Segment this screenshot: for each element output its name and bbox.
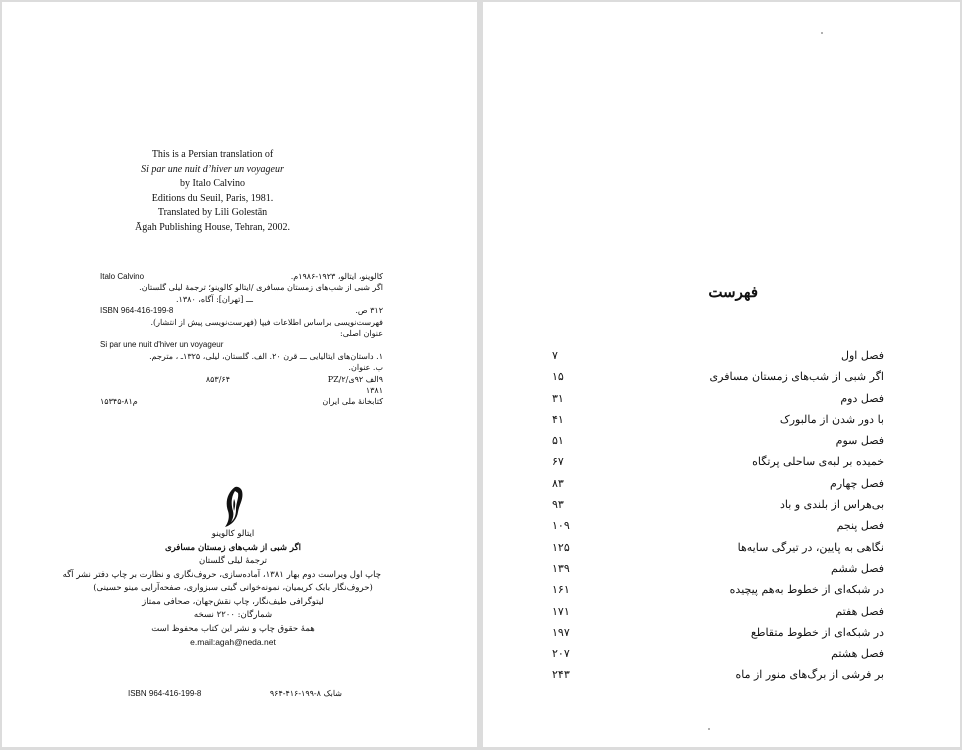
toc-entry-title: بی‌هراس از بلندی و باد — [780, 498, 884, 512]
pub-rights: همهٔ حقوق چاپ و نشر این کتاب محفوظ است — [151, 623, 315, 634]
toc-row — [552, 370, 884, 391]
english-credit-block — [80, 148, 345, 235]
toc-row — [552, 562, 884, 583]
cip-line: ۱۳۸۱ — [365, 385, 383, 395]
toc-entry-title: اگر شبی از شب‌های زمستان مسافری — [709, 370, 884, 384]
toc-entry-title: فصل ششم — [831, 561, 884, 575]
toc-entry-page: ۱۵ — [552, 370, 564, 384]
credit-original-title: Si par une nuit d’hiver un voyageur — [141, 163, 284, 175]
pub-copies: شمارگان: ۲۲۰۰ نسخه — [193, 610, 273, 620]
cip-line: ـــ [تهران]: آگاه، ۱۳۸۰. — [176, 294, 253, 304]
toc-row — [552, 626, 884, 647]
toc-row — [552, 583, 884, 604]
toc-entry-page: ۱۷۱ — [552, 604, 570, 618]
credit-line: by Italo Calvino — [180, 178, 245, 189]
toc-entry-title: بر فرشی از برگ‌های منور از ماه — [735, 668, 884, 682]
pub-title: اگر شبی از شب‌های زمستان مسافری — [164, 542, 302, 553]
cip-line: ۹الف ۹۲ی/۲/PZ — [327, 374, 383, 384]
toc-entry-title: فصل چهارم — [830, 476, 884, 490]
toc-row — [552, 498, 884, 519]
cip-biblio-number: م۸۱-۱۵۳۴۵ — [100, 397, 138, 407]
cip-dewey: ۸۵۳/۶۴ — [205, 374, 230, 384]
toc-row — [552, 455, 884, 476]
toc-entry-title: نگاهی به پایین، در تیرگی سایه‌ها — [737, 540, 884, 554]
cip-line: ب. عنوان. — [348, 363, 383, 373]
pub-print: لیتوگرافی طیف‌نگار، چاپ نقش‌جهان، صحافی ممتاز — [142, 596, 324, 607]
isbn-persian: شابک ۸-۱۹۹-۴۱۶-۹۶۴ — [269, 689, 342, 698]
toc-row — [552, 605, 884, 626]
cataloging-block — [100, 271, 383, 408]
cip-line: کالوینو، ایتالو، ۱۹۲۳-۱۹۸۶م. — [290, 272, 383, 281]
cip-line: عنوان اصلی: — [340, 328, 383, 338]
toc-entry-page: ۸۳ — [552, 476, 564, 490]
toc-entry-title: خمیده بر لبه‌ی ساحلی پرتگاه — [752, 455, 884, 469]
toc-row — [552, 413, 884, 434]
toc-row — [552, 647, 884, 668]
toc-row — [552, 349, 884, 370]
pub-staff: (حروف‌نگار بابک کریمیان، نمونه‌خوانی گیتی سبزواری، صفحه‌آرایی مینو حسینی) — [93, 583, 373, 593]
toc-entry-page: ۱۳۹ — [552, 561, 570, 575]
cip-line: ۳۱۲ ص. — [355, 306, 383, 316]
cip-line: ۱. داستان‌های ایتالیایی ـــ قرن ۲۰. الف. گلستان، لیلی، ۱۳۲۵ـ ، مترجم. — [149, 351, 383, 361]
toc-entry-page: ۱۲۵ — [552, 540, 570, 554]
toc-entry-page: ۲۴۳ — [552, 668, 570, 682]
toc-title: فهرست — [708, 283, 758, 301]
cip-line: اگر شبی از شب‌های زمستان مسافری /ایتالو کالوینو؛ ترجمهٔ لیلی گلستان. — [139, 283, 383, 293]
toc-row — [552, 434, 884, 455]
cip-author-latin: Italo Calvino — [100, 272, 145, 281]
toc-entry-page: ۶۷ — [552, 455, 564, 469]
toc-row — [552, 477, 884, 498]
scan-speck — [708, 728, 710, 730]
credit-line: Āgah Publishing House, Tehran, 2002. — [135, 221, 290, 233]
pub-translator: ترجمهٔ لیلی گلستان — [198, 556, 268, 566]
cip-line: فهرست‌نویسی براساس اطلاعات فیپا (فهرست‌نویسی پیش از انتشار). — [150, 317, 383, 327]
credit-line: This is a Persian translation of — [151, 149, 274, 160]
toc-entry-page: ۱۰۹ — [552, 519, 570, 533]
toc-entry-title: فصل سوم — [835, 434, 884, 448]
toc-row — [552, 519, 884, 540]
publication-info — [62, 528, 381, 650]
toc-entry-page: ۵۱ — [552, 434, 564, 448]
toc-entry-title: در شبکه‌ای از خطوط متقاطع — [750, 625, 884, 639]
credit-line: Editions du Seuil, Paris, 1981. — [151, 192, 274, 204]
toc-row — [552, 541, 884, 562]
toc-entry-page: ۹۳ — [552, 498, 564, 512]
toc-entry-title: با دور شدن از مالبورک — [779, 412, 884, 426]
toc-entry-title: فصل دوم — [840, 391, 884, 405]
pub-email: e.mail:agah@neda.net — [190, 637, 276, 647]
toc-entry-page: ۱۶۱ — [552, 583, 570, 597]
toc-entry-page: ۲۰۷ — [552, 647, 570, 661]
toc-entry-title: فصل هشتم — [831, 647, 884, 661]
toc-entry-page: ۷ — [552, 349, 558, 362]
cip-line: کتابخانهٔ ملی ایران — [322, 397, 383, 407]
toc-entry-title: در شبکه‌ای از خطوط به‌هم پیچیده — [729, 583, 884, 597]
credit-line: Translated by Lili Golestān — [157, 207, 268, 218]
publisher-logo-icon — [222, 485, 248, 529]
toc-entry-title: فصل پنجم — [836, 519, 884, 533]
table-of-contents — [552, 349, 884, 690]
toc-entry-page: ۴۱ — [552, 412, 564, 426]
pub-edition: چاپ اول ویراست دوم بهار ۱۳۸۱، آماده‌سازی، حروف‌نگاری و نظارت بر چاپ دفتر نشر آگه — [62, 569, 381, 580]
pub-author: ایتالو کالوینو — [211, 529, 255, 539]
toc-entry-page: ۱۹۷ — [552, 625, 570, 639]
scan-speck — [821, 32, 823, 34]
cip-original-title: Si par une nuit d'hiver un voyageur — [100, 340, 224, 350]
toc-entry-title: فصل هفتم — [835, 604, 884, 618]
toc-row — [552, 392, 884, 413]
toc-entry-title: فصل اول — [841, 349, 884, 362]
isbn-latin: ISBN 964-416-199-8 — [128, 689, 202, 698]
toc-row — [552, 668, 884, 689]
cip-isbn-latin: ISBN 964-416-199-8 — [100, 306, 174, 316]
toc-entry-page: ۳۱ — [552, 391, 564, 405]
